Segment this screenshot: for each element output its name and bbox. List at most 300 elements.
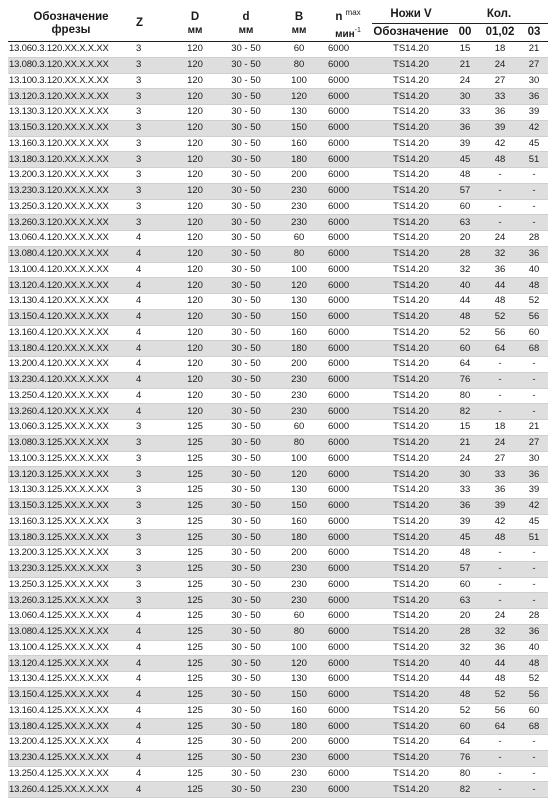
- cell-qty-03: 48: [520, 656, 548, 672]
- header-z: [134, 6, 172, 42]
- header-designation: [8, 6, 134, 42]
- cell-b: 130: [274, 672, 324, 688]
- cell-knife-designation: TS14.20: [372, 73, 450, 89]
- table-row: [8, 546, 548, 562]
- cell-d-big: 125: [172, 514, 218, 530]
- cell-qty-00: 45: [450, 530, 480, 546]
- header-qty-00: [450, 24, 480, 42]
- table-row: [8, 294, 548, 310]
- cell-qty-00: 24: [450, 451, 480, 467]
- cell-knife-designation: TS14.20: [372, 357, 450, 373]
- cell-n: 6000: [324, 278, 372, 294]
- cell-d-small: 30 - 50: [218, 750, 274, 766]
- cell-knife-designation: TS14.20: [372, 89, 450, 105]
- cell-designation: 13.180.3.125.XX.X.X.XX: [8, 530, 134, 546]
- header-d-small: [218, 6, 274, 42]
- cell-qty-0102: -: [480, 215, 520, 231]
- table-row: [8, 624, 548, 640]
- cell-d-big: 125: [172, 546, 218, 562]
- table-row: [8, 593, 548, 609]
- cell-qty-00: 48: [450, 687, 480, 703]
- cell-qty-0102: -: [480, 735, 520, 751]
- cell-knife-designation: TS14.20: [372, 262, 450, 278]
- cell-qty-03: 52: [520, 294, 548, 310]
- cell-designation: 13.080.4.120.XX.X.X.XX: [8, 246, 134, 262]
- cell-knife-designation: TS14.20: [372, 152, 450, 168]
- table-row: [8, 514, 548, 530]
- cell-knife-designation: TS14.20: [372, 782, 450, 798]
- cell-z: 4: [134, 750, 172, 766]
- cell-b: 230: [274, 199, 324, 215]
- cell-n: 6000: [324, 199, 372, 215]
- cell-knife-designation: TS14.20: [372, 420, 450, 436]
- cell-d-small: 30 - 50: [218, 483, 274, 499]
- cell-n: 6000: [324, 435, 372, 451]
- cell-z: 4: [134, 609, 172, 625]
- cell-qty-00: 44: [450, 294, 480, 310]
- cell-knife-designation: TS14.20: [372, 341, 450, 357]
- cell-z: 3: [134, 168, 172, 184]
- header-n: [324, 6, 372, 42]
- cell-knife-designation: TS14.20: [372, 735, 450, 751]
- table-row: [8, 719, 548, 735]
- header-d-small-unit: мм: [238, 24, 254, 36]
- cell-qty-0102: 32: [480, 246, 520, 262]
- cell-z: 3: [134, 483, 172, 499]
- cell-qty-00: 57: [450, 561, 480, 577]
- header-designation-line1: Обозначение: [33, 10, 109, 23]
- cell-qty-03: 36: [520, 467, 548, 483]
- cell-qty-00: 48: [450, 168, 480, 184]
- cell-d-big: 125: [172, 451, 218, 467]
- cell-n: 6000: [324, 451, 372, 467]
- cell-knife-designation: TS14.20: [372, 325, 450, 341]
- cell-d-small: 30 - 50: [218, 105, 274, 121]
- cell-n: 6000: [324, 294, 372, 310]
- cell-b: 60: [274, 609, 324, 625]
- cell-knife-designation: TS14.20: [372, 546, 450, 562]
- cell-d-small: 30 - 50: [218, 435, 274, 451]
- cell-d-small: 30 - 50: [218, 341, 274, 357]
- cell-b: 120: [274, 89, 324, 105]
- header-n-label: n: [335, 11, 343, 23]
- header-qty-03: [520, 24, 548, 42]
- cell-qty-00: 60: [450, 341, 480, 357]
- cell-b: 230: [274, 593, 324, 609]
- table-row: [8, 341, 548, 357]
- table-row: [8, 609, 548, 625]
- cell-b: 160: [274, 325, 324, 341]
- cell-z: 4: [134, 278, 172, 294]
- cell-d-big: 120: [172, 215, 218, 231]
- cell-d-big: 120: [172, 57, 218, 73]
- cell-b: 230: [274, 215, 324, 231]
- cell-qty-0102: 36: [480, 262, 520, 278]
- cell-designation: 13.100.4.120.XX.X.X.XX: [8, 262, 134, 278]
- cell-d-small: 30 - 50: [218, 561, 274, 577]
- cell-qty-03: 45: [520, 136, 548, 152]
- cell-knife-designation: TS14.20: [372, 105, 450, 121]
- cell-qty-03: -: [520, 168, 548, 184]
- cell-designation: 13.160.3.125.XX.X.X.XX: [8, 514, 134, 530]
- table-row: [8, 73, 548, 89]
- cell-d-small: 30 - 50: [218, 152, 274, 168]
- cell-qty-00: 32: [450, 640, 480, 656]
- cell-z: 3: [134, 42, 172, 58]
- cell-qty-00: 76: [450, 750, 480, 766]
- cell-knife-designation: TS14.20: [372, 388, 450, 404]
- table-row: [8, 120, 548, 136]
- table-row: [8, 451, 548, 467]
- cell-d-small: 30 - 50: [218, 451, 274, 467]
- cell-designation: 13.250.3.125.XX.X.X.XX: [8, 577, 134, 593]
- cell-z: 4: [134, 735, 172, 751]
- cell-qty-0102: 39: [480, 498, 520, 514]
- cell-d-small: 30 - 50: [218, 420, 274, 436]
- table-row: [8, 136, 548, 152]
- cell-d-big: 125: [172, 467, 218, 483]
- cell-n: 6000: [324, 215, 372, 231]
- cell-qty-03: 36: [520, 246, 548, 262]
- table-row: [8, 183, 548, 199]
- cell-n: 6000: [324, 325, 372, 341]
- cell-b: 180: [274, 530, 324, 546]
- cell-n: 6000: [324, 420, 372, 436]
- cell-d-big: 125: [172, 593, 218, 609]
- cell-n: 6000: [324, 593, 372, 609]
- cell-d-small: 30 - 50: [218, 672, 274, 688]
- cell-n: 6000: [324, 262, 372, 278]
- cell-d-big: 120: [172, 309, 218, 325]
- cell-qty-00: 60: [450, 577, 480, 593]
- table-row: [8, 404, 548, 420]
- cell-designation: 13.060.3.120.XX.X.X.XX: [8, 42, 134, 58]
- cell-z: 3: [134, 451, 172, 467]
- cell-qty-0102: 39: [480, 120, 520, 136]
- cell-designation: 13.200.4.125.XX.X.X.XX: [8, 735, 134, 751]
- cell-qty-00: 28: [450, 246, 480, 262]
- table-row: [8, 766, 548, 782]
- cell-b: 230: [274, 750, 324, 766]
- cell-d-big: 120: [172, 246, 218, 262]
- cell-n: 6000: [324, 136, 372, 152]
- cell-d-small: 30 - 50: [218, 262, 274, 278]
- table-row: [8, 530, 548, 546]
- cell-qty-03: 30: [520, 451, 548, 467]
- cell-z: 3: [134, 593, 172, 609]
- cell-d-small: 30 - 50: [218, 404, 274, 420]
- cell-qty-0102: -: [480, 372, 520, 388]
- cell-qty-03: 30: [520, 73, 548, 89]
- cell-b: 230: [274, 782, 324, 798]
- cell-b: 230: [274, 388, 324, 404]
- cell-qty-03: 40: [520, 640, 548, 656]
- cell-z: 3: [134, 577, 172, 593]
- cell-qty-03: 42: [520, 498, 548, 514]
- table-row: [8, 672, 548, 688]
- cell-qty-00: 48: [450, 546, 480, 562]
- cell-d-small: 30 - 50: [218, 735, 274, 751]
- cell-z: 3: [134, 152, 172, 168]
- cell-qty-00: 52: [450, 703, 480, 719]
- cell-b: 150: [274, 498, 324, 514]
- cell-z: 4: [134, 719, 172, 735]
- cell-z: 4: [134, 246, 172, 262]
- cell-qty-0102: 33: [480, 467, 520, 483]
- cell-qty-03: 21: [520, 420, 548, 436]
- cell-qty-00: 80: [450, 766, 480, 782]
- cell-b: 180: [274, 719, 324, 735]
- cell-z: 4: [134, 703, 172, 719]
- cell-d-small: 30 - 50: [218, 782, 274, 798]
- cell-d-small: 30 - 50: [218, 278, 274, 294]
- cell-n: 6000: [324, 404, 372, 420]
- table-row: [8, 420, 548, 436]
- cell-d-big: 125: [172, 609, 218, 625]
- cell-knife-designation: TS14.20: [372, 404, 450, 420]
- cell-z: 4: [134, 782, 172, 798]
- table-row: [8, 483, 548, 499]
- cell-qty-0102: 42: [480, 136, 520, 152]
- cell-qty-0102: 27: [480, 451, 520, 467]
- cell-qty-03: 27: [520, 57, 548, 73]
- cell-d-big: 120: [172, 120, 218, 136]
- cell-d-big: 120: [172, 357, 218, 373]
- cell-qty-0102: -: [480, 593, 520, 609]
- cell-qty-0102: 44: [480, 656, 520, 672]
- cell-b: 160: [274, 514, 324, 530]
- cell-n: 6000: [324, 73, 372, 89]
- cell-d-big: 120: [172, 388, 218, 404]
- cell-b: 200: [274, 546, 324, 562]
- header-designation-line2: фрезы: [51, 23, 91, 36]
- cell-qty-0102: 36: [480, 640, 520, 656]
- cell-d-big: 125: [172, 750, 218, 766]
- cell-d-big: 125: [172, 782, 218, 798]
- table-row: [8, 357, 548, 373]
- cell-n: 6000: [324, 672, 372, 688]
- cell-d-small: 30 - 50: [218, 309, 274, 325]
- cell-b: 100: [274, 640, 324, 656]
- cell-d-small: 30 - 50: [218, 73, 274, 89]
- cell-z: 3: [134, 561, 172, 577]
- cell-knife-designation: TS14.20: [372, 57, 450, 73]
- cell-d-small: 30 - 50: [218, 136, 274, 152]
- cell-designation: 13.230.4.125.XX.X.X.XX: [8, 750, 134, 766]
- cell-d-small: 30 - 50: [218, 246, 274, 262]
- table-row: [8, 278, 548, 294]
- cell-d-big: 120: [172, 278, 218, 294]
- cell-z: 3: [134, 215, 172, 231]
- cell-knife-designation: TS14.20: [372, 766, 450, 782]
- cell-knife-designation: TS14.20: [372, 136, 450, 152]
- cell-qty-03: 60: [520, 325, 548, 341]
- cell-designation: 13.180.4.125.XX.X.X.XX: [8, 719, 134, 735]
- cell-designation: 13.250.4.120.XX.X.X.XX: [8, 388, 134, 404]
- cell-b: 150: [274, 309, 324, 325]
- cell-knife-designation: TS14.20: [372, 199, 450, 215]
- table-row: [8, 57, 548, 73]
- cell-z: 3: [134, 73, 172, 89]
- cell-knife-designation: TS14.20: [372, 498, 450, 514]
- cell-qty-03: 40: [520, 262, 548, 278]
- cell-designation: 13.060.4.120.XX.X.X.XX: [8, 231, 134, 247]
- cell-d-small: 30 - 50: [218, 120, 274, 136]
- cell-qty-00: 63: [450, 593, 480, 609]
- cell-d-big: 120: [172, 262, 218, 278]
- cell-qty-00: 15: [450, 420, 480, 436]
- cell-d-small: 30 - 50: [218, 168, 274, 184]
- cell-d-small: 30 - 50: [218, 656, 274, 672]
- cell-qty-0102: 36: [480, 105, 520, 121]
- cell-designation: 13.150.4.120.XX.X.X.XX: [8, 309, 134, 325]
- cell-designation: 13.130.4.120.XX.X.X.XX: [8, 294, 134, 310]
- cell-qty-03: -: [520, 782, 548, 798]
- cell-qty-00: 48: [450, 309, 480, 325]
- cell-knife-designation: TS14.20: [372, 435, 450, 451]
- cell-knife-designation: TS14.20: [372, 624, 450, 640]
- cell-qty-0102: 48: [480, 294, 520, 310]
- cell-qty-0102: 18: [480, 420, 520, 436]
- cell-d-small: 30 - 50: [218, 609, 274, 625]
- cell-n: 6000: [324, 609, 372, 625]
- cell-qty-0102: -: [480, 577, 520, 593]
- cell-b: 230: [274, 766, 324, 782]
- cell-designation: 13.080.4.125.XX.X.X.XX: [8, 624, 134, 640]
- cell-qty-03: -: [520, 357, 548, 373]
- cell-knife-designation: TS14.20: [372, 246, 450, 262]
- cell-d-small: 30 - 50: [218, 231, 274, 247]
- cell-qty-03: 21: [520, 42, 548, 58]
- table-row: [8, 215, 548, 231]
- cell-d-big: 125: [172, 656, 218, 672]
- cell-qty-03: -: [520, 577, 548, 593]
- table-row: [8, 577, 548, 593]
- header-b: [274, 6, 324, 42]
- cell-designation: 13.180.3.120.XX.X.X.XX: [8, 152, 134, 168]
- cell-qty-00: 39: [450, 514, 480, 530]
- header-d-big: [172, 6, 218, 42]
- table-row: [8, 199, 548, 215]
- cell-knife-designation: TS14.20: [372, 183, 450, 199]
- table-row: [8, 656, 548, 672]
- cell-b: 230: [274, 372, 324, 388]
- cell-designation: 13.260.3.125.XX.X.X.XX: [8, 593, 134, 609]
- cell-n: 6000: [324, 152, 372, 168]
- cell-b: 130: [274, 483, 324, 499]
- cell-qty-00: 57: [450, 183, 480, 199]
- cell-b: 180: [274, 152, 324, 168]
- cell-d-big: 125: [172, 483, 218, 499]
- cell-qty-03: -: [520, 735, 548, 751]
- cell-d-big: 125: [172, 735, 218, 751]
- header-qty-0102: [480, 24, 520, 42]
- cell-knife-designation: TS14.20: [372, 309, 450, 325]
- cell-knife-designation: TS14.20: [372, 656, 450, 672]
- cell-knife-designation: TS14.20: [372, 640, 450, 656]
- cell-qty-0102: 36: [480, 483, 520, 499]
- header-z-label: Z: [136, 17, 144, 29]
- cell-designation: 13.130.3.125.XX.X.X.XX: [8, 483, 134, 499]
- cell-qty-03: 39: [520, 483, 548, 499]
- header-qty-label: Кол.: [486, 8, 512, 20]
- cell-n: 6000: [324, 57, 372, 73]
- header-qty-03-label: 03: [527, 26, 541, 38]
- cell-qty-03: 51: [520, 152, 548, 168]
- cell-z: 4: [134, 294, 172, 310]
- cell-qty-00: 20: [450, 231, 480, 247]
- cell-d-small: 30 - 50: [218, 215, 274, 231]
- cell-qty-03: -: [520, 404, 548, 420]
- cell-b: 160: [274, 703, 324, 719]
- cell-qty-0102: 48: [480, 152, 520, 168]
- cell-z: 4: [134, 656, 172, 672]
- cell-qty-00: 64: [450, 735, 480, 751]
- cell-z: 3: [134, 435, 172, 451]
- cell-b: 100: [274, 451, 324, 467]
- cell-d-big: 120: [172, 294, 218, 310]
- cell-d-small: 30 - 50: [218, 719, 274, 735]
- cell-qty-00: 60: [450, 199, 480, 215]
- cell-b: 120: [274, 467, 324, 483]
- cell-d-big: 125: [172, 624, 218, 640]
- cell-z: 4: [134, 687, 172, 703]
- cell-designation: 13.100.4.125.XX.X.X.XX: [8, 640, 134, 656]
- cell-b: 130: [274, 294, 324, 310]
- cell-designation: 13.080.3.120.XX.X.X.XX: [8, 57, 134, 73]
- cell-designation: 13.080.3.125.XX.X.X.XX: [8, 435, 134, 451]
- cell-d-big: 125: [172, 420, 218, 436]
- cell-qty-03: 56: [520, 687, 548, 703]
- cell-d-small: 30 - 50: [218, 89, 274, 105]
- cell-qty-03: -: [520, 183, 548, 199]
- cell-n: 6000: [324, 89, 372, 105]
- cell-qty-03: 28: [520, 609, 548, 625]
- cell-n: 6000: [324, 735, 372, 751]
- cell-b: 120: [274, 656, 324, 672]
- cell-qty-0102: -: [480, 388, 520, 404]
- cell-designation: 13.260.3.120.XX.X.X.XX: [8, 215, 134, 231]
- cell-b: 60: [274, 420, 324, 436]
- table-row: [8, 498, 548, 514]
- cell-qty-03: -: [520, 215, 548, 231]
- cell-b: 80: [274, 435, 324, 451]
- cell-d-small: 30 - 50: [218, 640, 274, 656]
- cell-qty-00: 44: [450, 672, 480, 688]
- cell-z: 4: [134, 309, 172, 325]
- cell-knife-designation: TS14.20: [372, 231, 450, 247]
- cell-d-big: 120: [172, 341, 218, 357]
- cell-n: 6000: [324, 467, 372, 483]
- cell-designation: 13.180.4.120.XX.X.X.XX: [8, 341, 134, 357]
- cell-qty-0102: 56: [480, 325, 520, 341]
- cell-d-big: 120: [172, 372, 218, 388]
- table-row: [8, 168, 548, 184]
- cell-d-small: 30 - 50: [218, 183, 274, 199]
- cell-designation: 13.250.3.120.XX.X.X.XX: [8, 199, 134, 215]
- cell-b: 60: [274, 231, 324, 247]
- cell-b: 230: [274, 404, 324, 420]
- cell-d-big: 125: [172, 640, 218, 656]
- cell-b: 60: [274, 42, 324, 58]
- cell-qty-00: 80: [450, 388, 480, 404]
- cell-knife-designation: TS14.20: [372, 577, 450, 593]
- cell-b: 150: [274, 687, 324, 703]
- cell-z: 4: [134, 766, 172, 782]
- header-knives-designation: [372, 24, 450, 42]
- cell-designation: 13.120.4.120.XX.X.X.XX: [8, 278, 134, 294]
- cell-d-big: 125: [172, 703, 218, 719]
